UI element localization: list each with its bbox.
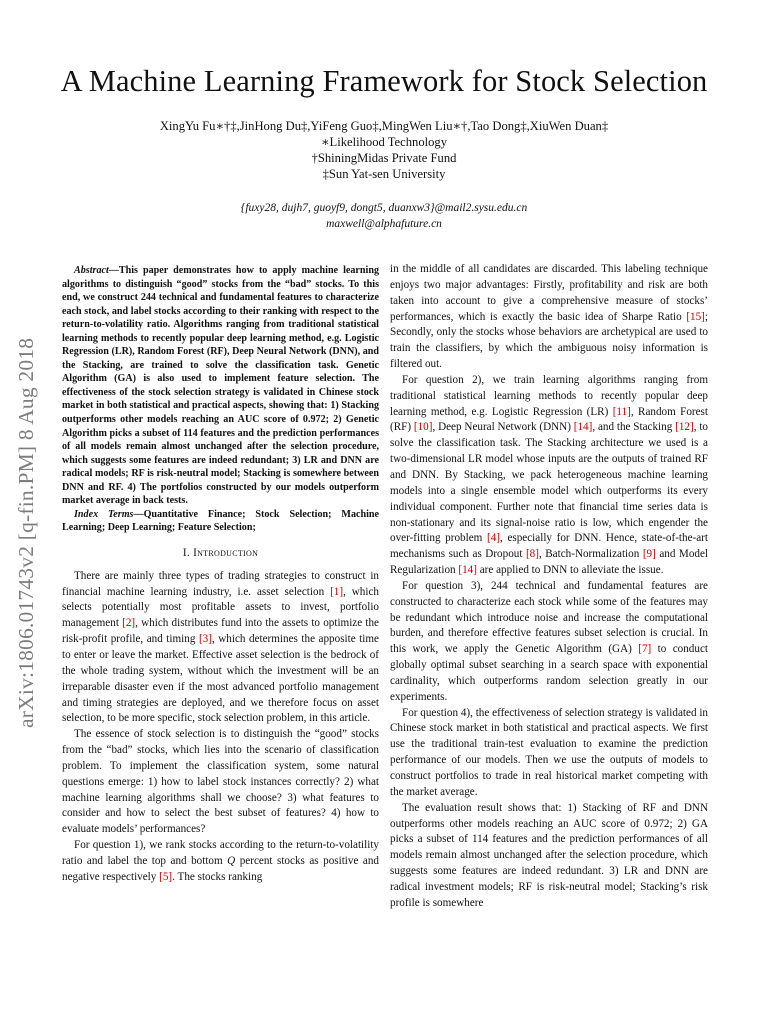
citation-link[interactable]: [11] xyxy=(612,405,631,418)
citation-link[interactable]: [3] xyxy=(198,633,212,646)
text-run: , Batch-Normalization xyxy=(538,548,643,561)
paper-title: A Machine Learning Framework for Stock Selection xyxy=(60,64,708,98)
math-variable: Q xyxy=(227,854,236,867)
email-line-2: maxwell@alphafuture.cn xyxy=(326,218,442,230)
affiliation-2: †ShiningMidas Private Fund xyxy=(311,151,457,165)
affiliation-1: ∗Likelihood Technology xyxy=(320,135,448,149)
affiliation-3: ‡Sun Yat-sen University xyxy=(322,167,446,181)
intro-paragraph-4 xyxy=(390,373,708,579)
left-column xyxy=(62,264,379,886)
citation-link[interactable]: [1] xyxy=(330,585,344,598)
right-column xyxy=(390,262,708,912)
text-run: , which selects potentially most profitable assets to invest, portfolio management xyxy=(62,585,379,630)
text-run: , which distributes fund into the assets to optimize the risk-profit profile, and timing xyxy=(62,617,379,646)
arxiv-identifier: arXiv:1806.01743v2 [q-fin.PM] 8 Aug 2018 xyxy=(14,337,38,728)
text-run: . The stocks ranking xyxy=(172,870,263,883)
intro-paragraph-3-continued xyxy=(390,262,708,373)
email-line-1: {fuxy28, dujh7, guoyf9, dongt5, duanxw3}@mail2.sysu.edu.cn xyxy=(240,202,528,214)
index-terms xyxy=(62,508,379,535)
text-run: , Random Forest (RF) xyxy=(390,405,708,434)
text-run: to conduct globally optimal subset searching in a search space with exponential cardinality, which outperforms random selection greatly in our experiments. xyxy=(390,643,708,703)
text-run: For question 2), we train learning algorithms ranging from traditional statistical learning methods to recently popular deep learning method, e.g. Logistic Regression (LR) xyxy=(390,373,708,418)
text-run: For question 3), 244 technical and fundamental features are constructed to characterize each stock while some of the features may be redundant which introduce noise and increase the computational burden, and therefore effective features subset selection is crucial. In this work, we apply the Genetic Algorithm (GA) xyxy=(390,579,708,656)
citation-link[interactable]: [4] xyxy=(486,532,500,545)
citation-link[interactable]: [15] xyxy=(686,310,705,323)
citation-link[interactable]: [8] xyxy=(525,548,539,561)
text-run: percent stocks as positive and negative respectively xyxy=(62,854,379,883)
abstract-text: —This paper demonstrates how to apply machine learning algorithms to distinguish “good” stocks from the “bad” stocks. To this end, we construct 244 technical and fundamental features to characterize each stock, and label stocks according to their ranking with respect to the return-to-volatility ratio. Algorithms ranging from traditional statistical learning methods to recently popular deep learning method, e.g. Logistic Regression (LR), Random Forest (RF), Deep Neural Network (DNN), and the Stacking, are trained to solve the classification task. Genetic Algorithm (GA) is also used to implement feature selection. The effectiveness of the stock selection strategy is validated in Chinese stock market in both statistical and practical aspects, showing that: 1) Stacking outperforms other models reaching an AUC score of 0.972; 2) Genetic Algorithm picks a subset of 114 features and the prediction performances of all models remain almost unchanged after the selection procedure, which suggests some features are indeed redundant; 3) LR and DNN are radical models; RF is risk-neutral model; Stacking is somewhere between DNN and RF. 4) The portfolios constructed by our models outperform market average in back tests. xyxy=(62,265,379,507)
citation-link[interactable]: [9] xyxy=(642,548,656,561)
section-number: I. xyxy=(182,546,190,559)
citation-link[interactable]: [7] xyxy=(638,643,652,656)
text-run: , especially for DNN. Hence, state-of-the-art mechanisms such as Dropout xyxy=(390,532,708,561)
section-title: Introduction xyxy=(193,546,259,559)
citation-link[interactable]: [14] xyxy=(458,564,477,577)
intro-paragraph-3 xyxy=(62,838,379,886)
text-run: in the middle of all candidates are discarded. This labeling technique enjoys two major advantages: Firstly, profitability and risk are both taken into account to give a comprehensive measure of stocks’ performances, which is exactly the basic idea of Sharpe Ratio xyxy=(390,263,708,323)
citation-link[interactable]: [14] xyxy=(573,421,593,434)
text-run: , to solve the classification task. The Stacking architecture we used is a two-dimensional LR model whose inputs are the outputs of trained RF and DNN. By Stacking, we pack heterogeneous machine learning models into a single ensemble model which outperforms its every individual component. Further note that financial time series data is non-stationary and its signal-noise ratio is low, which engender the over-fitting problem xyxy=(390,421,708,545)
index-terms-text: —Quantitative Finance; Stock Selection; Machine Learning; Deep Learning; Feature Selection; xyxy=(62,508,379,534)
citation-link[interactable]: [10] xyxy=(413,421,433,434)
text-run: , and the Stacking xyxy=(592,421,676,434)
index-terms-label: Index Terms xyxy=(74,508,134,520)
text-run: For question 1), we rank stocks according to the return-to-volatility ratio and label the top and bottom xyxy=(62,839,379,867)
text-run: , Deep Neural Network (DNN) xyxy=(432,421,574,434)
intro-paragraph-2: The essence of stock selection is to distinguish the “good” stocks from the “bad” stocks, which lies into the scenario of classification problem. To implement the classification system, some natural questions emerge: 1) how to label stock instances correctly? 2) what machine learning algorithms shall we choose? 3) what features to consider and how to select the best subset of features? 4) how to evaluate models’ performances? xyxy=(62,728,379,836)
intro-paragraph-1 xyxy=(62,569,379,727)
text-run: are applied to DNN to alleviate the issue. xyxy=(476,564,664,577)
citation-link[interactable]: [12] xyxy=(675,421,694,434)
text-run: and Model Regularization xyxy=(390,548,709,577)
text-run: There are mainly three types of trading strategies to construct in financial machine learning industry, i.e. asset selection xyxy=(62,569,379,598)
intro-paragraph-6: For question 4), the effectiveness of selection strategy is validated in Chinese stock market in both statistical and practical aspects. We first use the traditional train-test evaluation to examine the prediction performance of our models. Then we use the outputs of models to construct portfolios to trade in real historical market competing with the market average. xyxy=(390,706,708,798)
section-heading-introduction xyxy=(62,546,379,562)
text-run: ; Secondly, only the stocks whose behaviors are archetypical are used to train the classifiers, by which the ambiguous noisy information is filtered out. xyxy=(390,310,708,371)
text-run: , which determines the apposite time to enter or leave the market. Effective asset selection is the bedrock of the whole trading system, without which the investment will be an irreparable disaster even if the most advanced portfolio management and timing strategies are deployed, and we therefore focus on asset selection, to be more specific, stock selection problem, in this article. xyxy=(62,633,379,725)
author-list: XingYu Fu∗†‡,JinHong Du‡,YiFeng Guo‡,MingWen Liu∗†,Tao Dong‡,XiuWen Duan‡ xyxy=(159,119,609,133)
abstract-label: Abstract xyxy=(74,265,109,276)
intro-paragraph-7: The evaluation result shows that: 1) Stacking of RF and DNN outperforms other models reaching an AUC score of 0.972; 2) GA picks a subset of 114 features and the prediction performances of all models remain almost unchanged after the selection procedure, which suggests some features are indeed redundant. 3) LR and DNN are radical investment models; RF is risk-neutral model; Stacking’s risk profile is somewhere xyxy=(390,801,708,909)
abstract xyxy=(62,264,379,508)
citation-link[interactable]: [5] xyxy=(159,870,173,883)
intro-paragraph-5 xyxy=(390,579,708,706)
citation-link[interactable]: [2] xyxy=(122,617,136,630)
